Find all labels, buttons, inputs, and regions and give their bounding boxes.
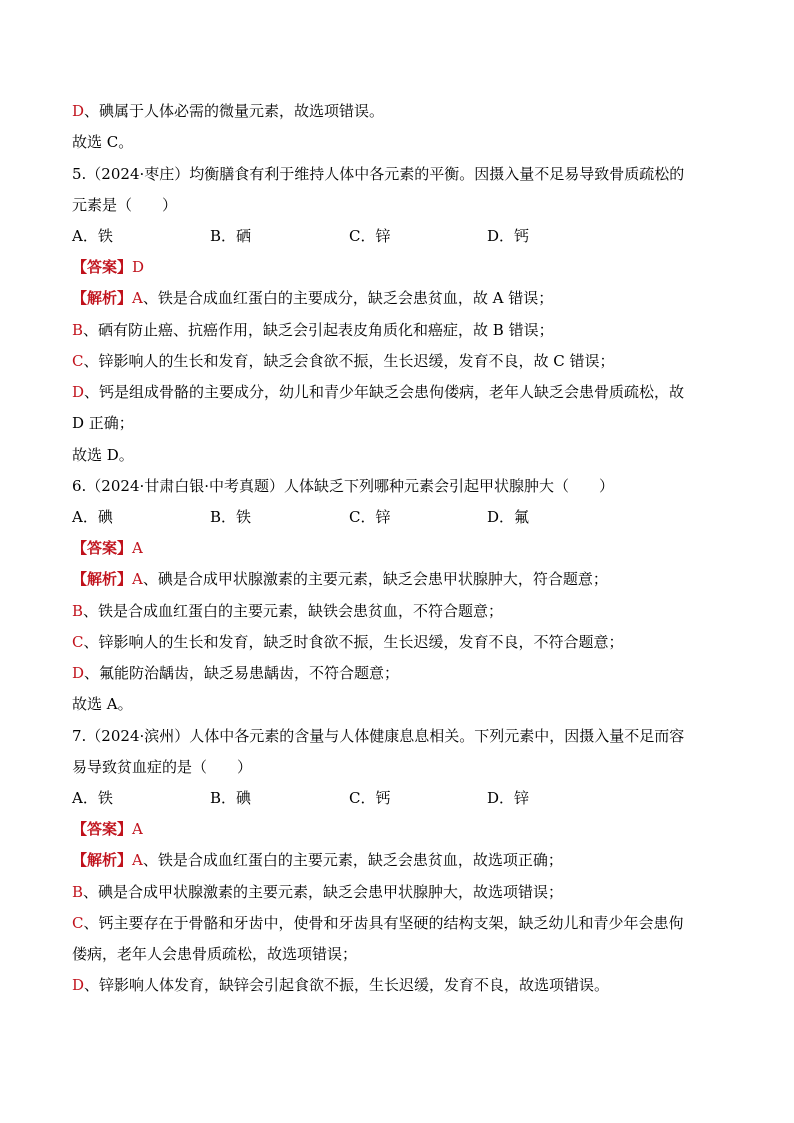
- q6-analysis-c: [72, 632, 624, 652]
- analysis-text: 、氟能防治龋齿，缺乏易患龋齿，不符合题意；: [84, 664, 400, 682]
- option-letter: C: [72, 352, 84, 370]
- q6-analysis-a-text: [132, 570, 608, 588]
- option-letter-d: D: [72, 102, 85, 120]
- q5-analysis-a: [72, 288, 553, 308]
- option-letter: D: [72, 383, 85, 401]
- q5-conclusion: 故选 D。: [72, 446, 134, 464]
- analysis-text: 、碘是合成甲状腺激素的主要元素，缺乏会患甲状腺肿大，符合题意；: [142, 570, 608, 588]
- option-letter: B: [72, 321, 84, 339]
- analysis-text: 、钙主要存在于骨骼和牙齿中，使骨和牙齿具有坚硬的结构支架，缺乏幼儿和青少年会患佝: [83, 914, 684, 932]
- analysis-label: 【解析】: [72, 570, 133, 588]
- q5-answer: [72, 257, 144, 277]
- analysis-label: 【解析】: [72, 851, 133, 869]
- q6-analysis-b: [72, 601, 503, 621]
- q6-option-a: A．碘: [72, 508, 113, 526]
- q7-analysis-a-text: [132, 851, 563, 869]
- option-letter: A: [132, 289, 143, 307]
- q6-conclusion: 故选 A。: [72, 695, 133, 713]
- q5-option-d: D．钙: [487, 227, 530, 245]
- q6-option-d: D．氟: [487, 508, 530, 526]
- q5-analysis-b: [72, 320, 554, 340]
- answer-value: A: [132, 539, 143, 557]
- prev-analysis-d: [72, 101, 384, 121]
- analysis-label: 【解析】: [72, 289, 133, 307]
- prev-analysis-d-text: 、碘属于人体必需的微量元素，故选项错误。: [84, 102, 385, 120]
- q6-option-b: B．铁: [210, 508, 252, 526]
- q7-option-d: D．锌: [487, 789, 530, 807]
- option-letter: C: [72, 633, 84, 651]
- analysis-text: 、锌影响人体发育，缺锌会引起食欲不振，生长迟缓，发育不良，故选项错误。: [84, 976, 610, 994]
- q7-option-c: C．钙: [349, 789, 391, 807]
- analysis-text: 、硒有防止癌、抗癌作用，缺乏会引起表皮角质化和癌症，故 B 错误；: [83, 321, 554, 339]
- analysis-text: 、钙是组成骨骼的主要成分，幼儿和青少年缺乏会患佝偻病，老年人缺乏会患骨质疏松，故: [84, 383, 685, 401]
- analysis-text: 、锌影响人的生长和发育，缺乏时食欲不振，生长迟缓，发育不良，不符合题意；: [83, 633, 624, 651]
- answer-value: A: [132, 820, 143, 838]
- option-letter: D: [72, 664, 85, 682]
- analysis-text: 、锌影响人的生长和发育，缺乏会食欲不振，生长迟缓，发育不良，故 C 错误；: [83, 352, 615, 370]
- q7-option-b: B．碘: [210, 789, 252, 807]
- q5-option-c: C．锌: [349, 227, 391, 245]
- option-letter: A: [132, 851, 143, 869]
- analysis-text: 、铁是合成血红蛋白的主要成分，缺乏会患贫血，故 A 错误；: [142, 289, 554, 307]
- analysis-text: 、铁是合成血红蛋白的主要元素，缺铁会患贫血，不符合题意；: [83, 602, 504, 620]
- q5-analysis-d-line-1: [72, 382, 684, 402]
- answer-label: 【答案】: [72, 258, 133, 276]
- q5-stem-line-2: 元素是（ ）: [72, 196, 178, 214]
- q5-analysis-c: [72, 351, 615, 371]
- option-letter: A: [132, 570, 143, 588]
- option-letter: B: [72, 883, 84, 901]
- q7-analysis-d: [72, 975, 609, 995]
- analysis-text: 、碘是合成甲状腺激素的主要元素，缺乏会患甲状腺肿大，故选项错误；: [83, 883, 564, 901]
- q7-stem-line-1: 7.（2024·滨州）人体中各元素的含量与人体健康息息相关。下列元素中，因摄入量不足而容: [72, 727, 685, 745]
- q5-stem-line-1: 5.（2024·枣庄）均衡膳食有利于维持人体中各元素的平衡。因摄入量不足易导致骨质疏松的: [72, 165, 685, 183]
- q7-option-a: A．铁: [72, 789, 113, 807]
- q6-option-c: C．锌: [349, 508, 391, 526]
- answer-label: 【答案】: [72, 539, 133, 557]
- option-letter: D: [72, 976, 85, 994]
- q5-analysis-d-line-2: D 正确；: [72, 414, 134, 432]
- analysis-text: 、铁是合成血红蛋白的主要元素，缺乏会患贫血，故选项正确；: [142, 851, 563, 869]
- q7-analysis-c-line-1: [72, 913, 684, 933]
- q7-analysis-b: [72, 882, 563, 902]
- prev-conclusion: 故选 C。: [72, 133, 134, 151]
- q6-stem-line-1: 6.（2024·甘肃白银·中考真题）人体缺乏下列哪种元素会引起甲状腺肿大（ ）: [72, 477, 615, 495]
- option-letter: C: [72, 914, 84, 932]
- q6-analysis-d: [72, 663, 399, 683]
- answer-value: D: [132, 258, 145, 276]
- q5-option-b: B．硒: [210, 227, 252, 245]
- q6-analysis-a: [72, 569, 608, 589]
- q6-answer: [72, 538, 143, 558]
- q7-stem-line-2: 易导致贫血症的是（ ）: [72, 758, 253, 776]
- answer-label: 【答案】: [72, 820, 133, 838]
- q7-answer: [72, 819, 143, 839]
- q7-analysis-c-line-2: 偻病，老年人会患骨质疏松，故选项错误；: [72, 945, 358, 963]
- q7-analysis-a: [72, 850, 563, 870]
- q5-option-a: A．铁: [72, 227, 113, 245]
- option-letter: B: [72, 602, 84, 620]
- q5-analysis-a-text: [132, 289, 553, 307]
